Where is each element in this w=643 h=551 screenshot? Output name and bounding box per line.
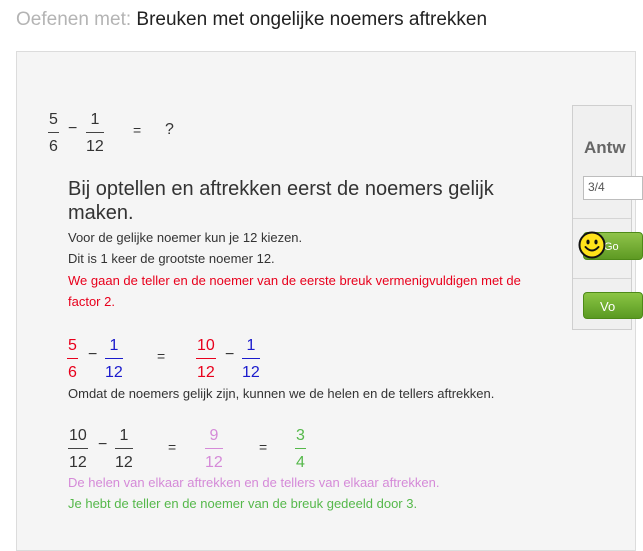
denominator: 12 bbox=[105, 364, 123, 381]
minus-sign: − bbox=[98, 436, 108, 453]
explanation-line-4: Omdat de noemers gelijk zijn, kunnen we de helen en de tellers aftrekken. bbox=[68, 386, 495, 401]
explanation-heading: Bij optellen en aftrekken eerst de noemers gelijk maken. bbox=[68, 178, 494, 224]
step1-fraction-d bbox=[242, 336, 260, 382]
minus-sign: − bbox=[68, 120, 78, 137]
explanation-line-1: Voor de gelijke noemer kun je 12 kiezen. bbox=[68, 230, 303, 245]
step1-fraction-b bbox=[105, 336, 123, 382]
step1-fraction-c bbox=[196, 336, 216, 382]
explanation-line-5: De helen van elkaar aftrekken en de tellers van elkaar aftrekken. bbox=[68, 475, 440, 490]
answer-panel bbox=[572, 105, 632, 330]
step2-fraction-d bbox=[295, 426, 306, 472]
numerator: 1 bbox=[119, 427, 129, 444]
numerator: 10 bbox=[197, 337, 215, 354]
step2-fraction-c bbox=[205, 426, 223, 472]
answer-title: Antw bbox=[584, 138, 626, 157]
divider bbox=[573, 278, 631, 279]
numerator: 1 bbox=[90, 111, 100, 128]
denominator: 12 bbox=[86, 138, 104, 155]
denominator: 12 bbox=[69, 454, 87, 471]
next-button[interactable]: Vo bbox=[583, 292, 643, 319]
step2-fraction-b bbox=[115, 426, 133, 472]
numerator: 3 bbox=[296, 427, 305, 444]
equals-sign: = bbox=[259, 439, 268, 455]
equals-sign: = bbox=[133, 122, 142, 138]
equals-sign: = bbox=[168, 439, 177, 455]
answer-input[interactable]: 3/4 bbox=[583, 176, 643, 200]
minus-sign: − bbox=[88, 346, 98, 363]
page-title: Breuken met ongelijke noemers aftrekken bbox=[136, 9, 488, 30]
explanation-line-2: Dit is 1 keer de grootste noemer 12. bbox=[68, 251, 275, 266]
problem-fraction-1 bbox=[48, 110, 59, 156]
denominator: 12 bbox=[197, 364, 215, 381]
explanation-line-3: We gaan de teller en de noemer van de eerste breuk vermenigvuldigen met de factor 2. bbox=[68, 273, 521, 309]
numerator: 1 bbox=[109, 337, 119, 354]
numerator: 5 bbox=[68, 337, 77, 354]
denominator: 6 bbox=[49, 138, 58, 155]
explanation-line-6: Je hebt de teller en de noemer van de breuk gedeeld door 3. bbox=[68, 496, 418, 511]
minus-sign: − bbox=[225, 346, 235, 363]
denominator: 6 bbox=[68, 364, 77, 381]
answer-placeholder: ? bbox=[165, 121, 174, 138]
problem-fraction-2 bbox=[86, 110, 104, 156]
numerator: 9 bbox=[209, 427, 219, 444]
step2-fraction-a bbox=[68, 426, 88, 472]
numerator: 1 bbox=[246, 337, 256, 354]
numerator: 5 bbox=[49, 111, 58, 128]
check-button[interactable]: Go bbox=[583, 232, 643, 260]
smiley-icon bbox=[578, 231, 606, 259]
denominator: 12 bbox=[205, 454, 223, 471]
numerator: 10 bbox=[69, 427, 87, 444]
equals-sign: = bbox=[157, 348, 166, 364]
step1-fraction-a bbox=[67, 336, 78, 382]
page-header bbox=[16, 9, 487, 31]
header-prefix: Oefenen met: bbox=[16, 9, 132, 30]
denominator: 4 bbox=[296, 454, 305, 471]
divider bbox=[573, 218, 631, 219]
denominator: 12 bbox=[242, 364, 260, 381]
denominator: 12 bbox=[115, 454, 133, 471]
